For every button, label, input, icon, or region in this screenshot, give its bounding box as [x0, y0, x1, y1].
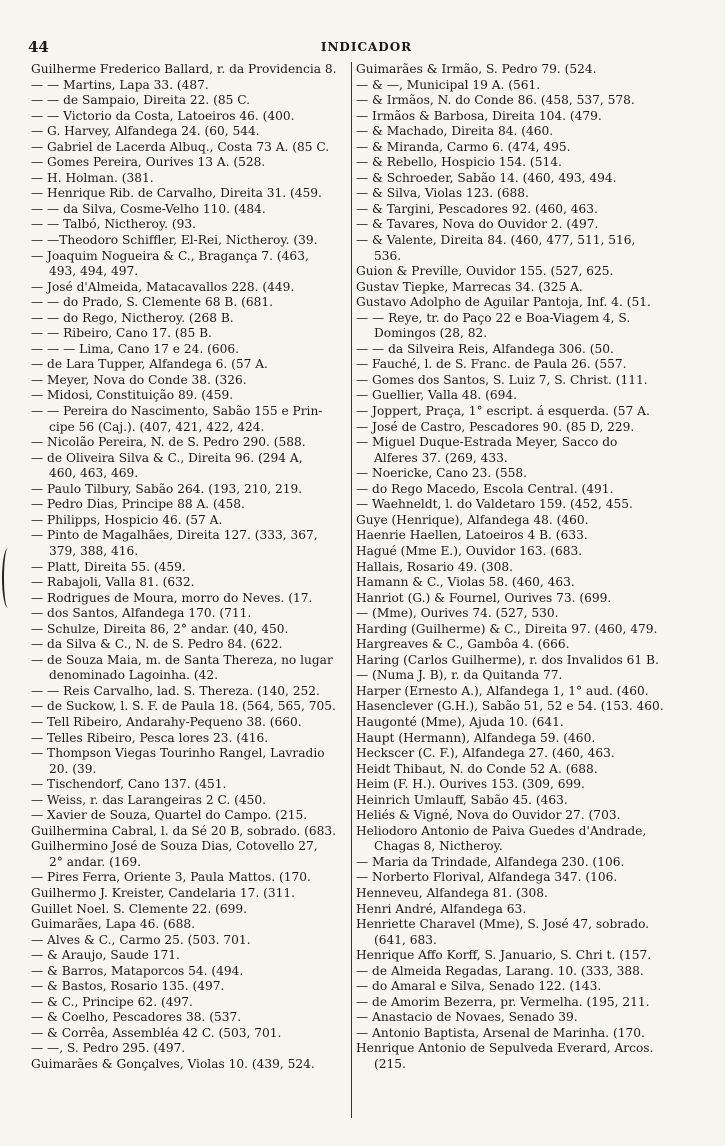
entry-continuation: Domingos (28, 82.	[374, 326, 488, 341]
directory-entry: — de Amorim Bezerra, pr. Vermelha. (195, 211.	[356, 994, 650, 1009]
directory-entry: — da Silva & C., N. de S. Pedro 84. (622.	[31, 637, 283, 652]
directory-entry: — Norberto Florival, Alfandega 347. (106.	[356, 870, 618, 885]
directory-entry: — de Almeida Regadas, Larang. 10. (333, 388.	[356, 963, 644, 978]
entry-continuation: Chagas 8, Nictheroy.	[374, 839, 503, 854]
directory-entry: Henri André, Alfandega 63.	[356, 901, 527, 916]
directory-entry: — — Reis Carvalho, lad. S. Thereza. (140, 252.	[31, 683, 320, 698]
directory-entry: — & Machado, Direita 84. (460.	[356, 124, 554, 139]
directory-entry: Henrique Affo Korff, S. Januario, S. Chri t. (157.	[356, 948, 652, 963]
directory-entry: — — Victorio da Costa, Latoeiros 46. (400.	[31, 108, 295, 123]
directory-entry: — & Irmãos, N. do Conde 86. (458, 537, 578.	[356, 93, 635, 108]
directory-entry: — Pedro Dias, Principe 88 A. (458.	[31, 497, 245, 512]
directory-entry: Guye (Henrique), Alfandega 48. (460.	[356, 512, 589, 527]
directory-entry: Guilherme Frederico Ballard, r. da Providencia 8.	[31, 62, 337, 76]
directory-entry: — José d'Almeida, Matacavallos 228. (449.	[31, 279, 295, 294]
directory-entry: — Gomes dos Santos, S. Luiz 7, S. Christ. (111.	[356, 372, 648, 387]
directory-entry: — Meyer, Nova do Conde 38. (326.	[31, 372, 247, 387]
directory-entry: — & —, Municipal 19 A. (561.	[356, 77, 541, 92]
directory-entry: — Maria da Trindade, Alfandega 230. (106.	[356, 854, 625, 869]
directory-entry: — Rabajoli, Valla 81. (632.	[31, 575, 195, 590]
directory-entry: Guilhermo J. Kreister, Candelaria 17. (311.	[31, 885, 295, 900]
directory-entry: — & C., Principe 62. (497.	[31, 994, 193, 1009]
directory-entry: — Pires Ferra, Oriente 3, Paula Mattos. (170.	[31, 870, 311, 885]
entry-continuation: cipe 56 (Caj.). (407, 421, 422, 424.	[49, 419, 265, 434]
directory-entry: — — do Prado, S. Clemente 68 B. (681.	[31, 295, 273, 310]
directory-entry: — & Valente, Direita 84. (460, 477, 511, 516,	[356, 233, 636, 248]
page-edge-mark	[2, 548, 14, 608]
directory-entry: — Tischendorf, Cano 137. (451.	[31, 777, 227, 792]
directory-entry: — Gomes Pereira, Ourives 13 A. (528.	[31, 155, 266, 170]
directory-entry: Guilhermino José de Souza Dias, Cotovello 27,	[31, 839, 318, 854]
directory-entry: — — da Silveira Reis, Alfandega 306. (50.	[356, 341, 614, 356]
entry-continuation: 536.	[374, 248, 402, 263]
directory-entry: — —, S. Pedro 295. (497.	[31, 1041, 186, 1056]
directory-entry: — de Oliveira Silva & C., Direita 96. (294 A,	[31, 450, 303, 465]
directory-entry: Henriette Charavel (Mme), S. José 47, sobrado.	[356, 917, 650, 932]
directory-entry: Guilhermina Cabral, l. da Sé 20 B, sobrado. (683.	[31, 823, 337, 838]
entry-continuation: 20. (39.	[49, 761, 97, 776]
directory-entry: — (Numa J. B), r. da Quitanda 77.	[356, 668, 563, 683]
directory-entry: — dos Santos, Alfandega 170. (711.	[31, 606, 252, 621]
directory-entry: Gustav Tiepke, Marrecas 34. (325 A.	[356, 279, 583, 294]
directory-entry: Heliés & Vigné, Nova do Ouvidor 27. (703.	[356, 808, 621, 823]
directory-entry: — Antonio Baptista, Arsenal de Marinha. (170.	[356, 1025, 645, 1040]
directory-entry: — Alves & C., Carmo 25. (503. 701.	[31, 932, 251, 947]
directory-entry: — (Mme), Ourives 74. (527, 530.	[356, 606, 559, 621]
running-title: INDICADOR	[320, 40, 413, 54]
directory-entry: Guimarães & Irmão, S. Pedro 79. (524.	[356, 62, 597, 76]
directory-entry: Guillet Noel. S. Clemente 22. (699.	[31, 901, 247, 916]
directory-entry: — G. Harvey, Alfandega 24. (60, 544.	[31, 124, 260, 139]
directory-entry: — do Rego Macedo, Escola Central. (491.	[356, 481, 614, 496]
directory-entry: — Paulo Tilbury, Sabão 264. (193, 210, 219.	[31, 481, 303, 496]
directory-entry: — de Souza Maia, m. de Santa Thereza, no lugar	[31, 652, 333, 667]
directory-entry: Haugonté (Mme), Ajuda 10. (641.	[356, 714, 564, 729]
directory-entry: — — Pereira do Nascimento, Sabão 155 e Prin-	[31, 404, 323, 419]
directory-entry: Guion & Preville, Ouvidor 155. (527, 625.	[356, 264, 614, 279]
entry-continuation: 379, 388, 416.	[49, 543, 139, 558]
directory-entry: — Midosi, Constituição 89. (459.	[31, 388, 234, 403]
directory-entry: Haupt (Hermann), Alfandega 59. (460.	[356, 730, 596, 745]
directory-entry: Harding (Guilherme) & C., Direita 97. (460, 479.	[356, 621, 658, 636]
directory-entry: — —Theodoro Schiffler, El-Rei, Nictheroy. (39.	[31, 233, 318, 248]
directory-entry: — — da Silva, Cosme-Velho 110. (484.	[31, 201, 266, 216]
directory-entry: — Pinto de Magalhães, Direita 127. (333, 367,	[31, 528, 318, 543]
directory-entry: — Fauché, l. de S. Franc. de Paula 26. (557.	[356, 357, 627, 372]
entry-continuation: 493, 494, 497.	[49, 264, 139, 279]
entry-continuation: denominado Lagoinha. (42.	[49, 668, 219, 683]
directory-entry: Henneveu, Alfandega 81. (308.	[356, 885, 548, 900]
directory-entry: — & Tavares, Nova do Ouvidor 2. (497.	[356, 217, 599, 232]
directory-entry: — — de Sampaio, Direita 22. (85 C.	[31, 93, 251, 108]
directory-entry: — & Targini, Pescadores 92. (460, 463.	[356, 201, 598, 216]
entry-continuation: (641, 683.	[374, 932, 437, 947]
directory-entry: — & Miranda, Carmo 6. (474, 495.	[356, 139, 571, 154]
directory-entry: Heliodoro Antonio de Paiva Guedes d'Andrade,	[356, 823, 647, 838]
directory-entry: — & Corrêa, Assembléa 42 C. (503, 701.	[31, 1025, 282, 1040]
entry-continuation: 2° andar. (169.	[49, 854, 142, 869]
directory-entry: — — do Rego, Nictheroy. (268 B.	[31, 310, 234, 325]
directory-entry: — Guellier, Valla 48. (694.	[356, 388, 518, 403]
directory-entry: — Rodrigues de Moura, morro do Neves. (17.	[31, 590, 313, 605]
entry-continuation: Alferes 37. (269, 433.	[374, 450, 508, 465]
directory-entry: — José de Castro, Pescadores 90. (85 D, 229.	[356, 419, 635, 434]
directory-entry: — Tell Ribeiro, Andarahy-Pequeno 38. (660.	[31, 714, 302, 729]
directory-entry: — — Reye, tr. do Paço 22 e Boa-Viagem 4, S.	[356, 310, 631, 325]
directory-entry: Haring (Carlos Guilherme), r. dos Invalidos 61 B.	[356, 652, 659, 667]
directory-entry: — de Suckow, l. S. F. de Paula 18. (564, 565, 705.	[31, 699, 336, 714]
right-column	[356, 62, 704, 1073]
directory-entry: — & Schroeder, Sabão 14. (460, 493, 494.	[356, 170, 617, 185]
directory-entry: — de Lara Tupper, Alfandega 6. (57 A.	[31, 357, 268, 372]
directory-entry: — Irmãos & Barbosa, Direita 104. (479.	[356, 108, 602, 123]
directory-entry: — Joppert, Praça, 1° escript. á esquerda. (57 A.	[356, 404, 650, 419]
directory-entry: — Anastacio de Novaes, Senado 39.	[356, 1010, 578, 1025]
directory-entry: — & Barros, Mataporcos 54. (494.	[31, 963, 244, 978]
directory-entry: — Noericke, Cano 23. (558.	[356, 466, 527, 481]
directory-entry: Henrique Antonio de Sepulveda Everard, Arcos.	[356, 1041, 654, 1056]
directory-entry: Harper (Ernesto A.), Alfandega 1, 1° aud. (460.	[356, 683, 649, 698]
directory-entry: — — Ribeiro, Cano 17. (85 B.	[31, 326, 212, 341]
directory-entry: — Waehneldt, l. do Valdetaro 159. (452, 455.	[356, 497, 633, 512]
directory-entry: — Nicolão Pereira, N. de S. Pedro 290. (588.	[31, 435, 306, 450]
directory-entry: Hagué (Mme E.), Ouvidor 163. (683.	[356, 543, 583, 558]
directory-entry: Guimarães & Gonçalves, Violas 10. (439, 524.	[31, 1057, 315, 1071]
left-column	[31, 62, 348, 1073]
directory-entry: — Thompson Viegas Tourinho Rangel, Lavradio	[31, 746, 325, 761]
directory-entry: Heim (F. H.). Ourives 153. (309, 699.	[356, 777, 585, 792]
directory-entry: — & Bastos, Rosario 135. (497.	[31, 979, 225, 994]
directory-entry: — Weiss, r. das Larangeiras 2 C. (450.	[31, 792, 266, 807]
directory-entry: — & Silva, Violas 123. (688.	[356, 186, 529, 201]
directory-entry: Gustavo Adolpho de Aguilar Pantoja, Inf. 4. (51.	[356, 295, 651, 310]
page-number: 44	[28, 38, 49, 56]
directory-entry: Hasenclever (G.H.), Sabão 51, 52 e 54. (153. 460.	[356, 699, 664, 714]
directory-entry: — Miguel Duque-Estrada Meyer, Sacco do	[356, 435, 618, 450]
directory-entry: Guimarães, Lapa 46. (688.	[31, 917, 196, 932]
directory-entry: Hargreaves & C., Gambôa 4. (666.	[356, 637, 570, 652]
directory-entry: — — Talbó, Nictheroy. (93.	[31, 217, 197, 232]
directory-entry: — & Coelho, Pescadores 38. (537.	[31, 1010, 242, 1025]
directory-entry: — H. Holman. (381.	[31, 170, 154, 185]
directory-entry: — Henrique Rib. de Carvalho, Direita 31. (459.	[31, 186, 322, 201]
directory-entry: Heidt Thibaut, N. do Conde 52 A. (688.	[356, 761, 598, 776]
directory-entry: Hallais, Rosario 49. (308.	[356, 559, 513, 574]
directory-entry: — — — Lima, Cano 17 e 24. (606.	[31, 341, 240, 356]
directory-entry: Hanriot (G.) & Fournel, Ourives 73. (699.	[356, 590, 612, 605]
directory-entry: — Philipps, Hospicio 46. (57 A.	[31, 512, 223, 527]
entry-continuation: (215.	[374, 1057, 406, 1071]
directory-entry: Hamann & C., Violas 58. (460, 463.	[356, 575, 575, 590]
directory-entry: — do Amaral e Silva, Senado 122. (143.	[356, 979, 602, 994]
directory-entry: — & Araujo, Saude 171.	[31, 948, 180, 963]
directory-entry: Heinrich Umlauff, Sabão 45. (463.	[356, 792, 568, 807]
directory-entry: — Xavier de Souza, Quartel do Campo. (215.	[31, 808, 308, 823]
directory-entry: — Joaquim Nogueira & C., Bragança 7. (463,	[31, 248, 309, 263]
directory-entry: Heckscer (C. F.), Alfandega 27. (460, 463.	[356, 746, 615, 761]
column-divider	[351, 62, 352, 1118]
directory-entry: — Platt, Direita 55. (459.	[31, 559, 186, 574]
directory-entry: — Gabriel de Lacerda Albuq., Costa 73 A. (85 C.	[31, 139, 330, 154]
directory-entry: — & Rebello, Hospicio 154. (514.	[356, 155, 562, 170]
entry-continuation: 460, 463, 469.	[49, 466, 139, 481]
directory-entry: — Telles Ribeiro, Pesca lores 23. (416.	[31, 730, 269, 745]
directory-entry: Haenrie Haellen, Latoeiros 4 B. (633.	[356, 528, 588, 543]
directory-entry: — — Martins, Lapa 33. (487.	[31, 77, 209, 92]
directory-entry: — Schulze, Direita 86, 2° andar. (40, 450.	[31, 621, 289, 636]
page-header	[28, 38, 705, 60]
